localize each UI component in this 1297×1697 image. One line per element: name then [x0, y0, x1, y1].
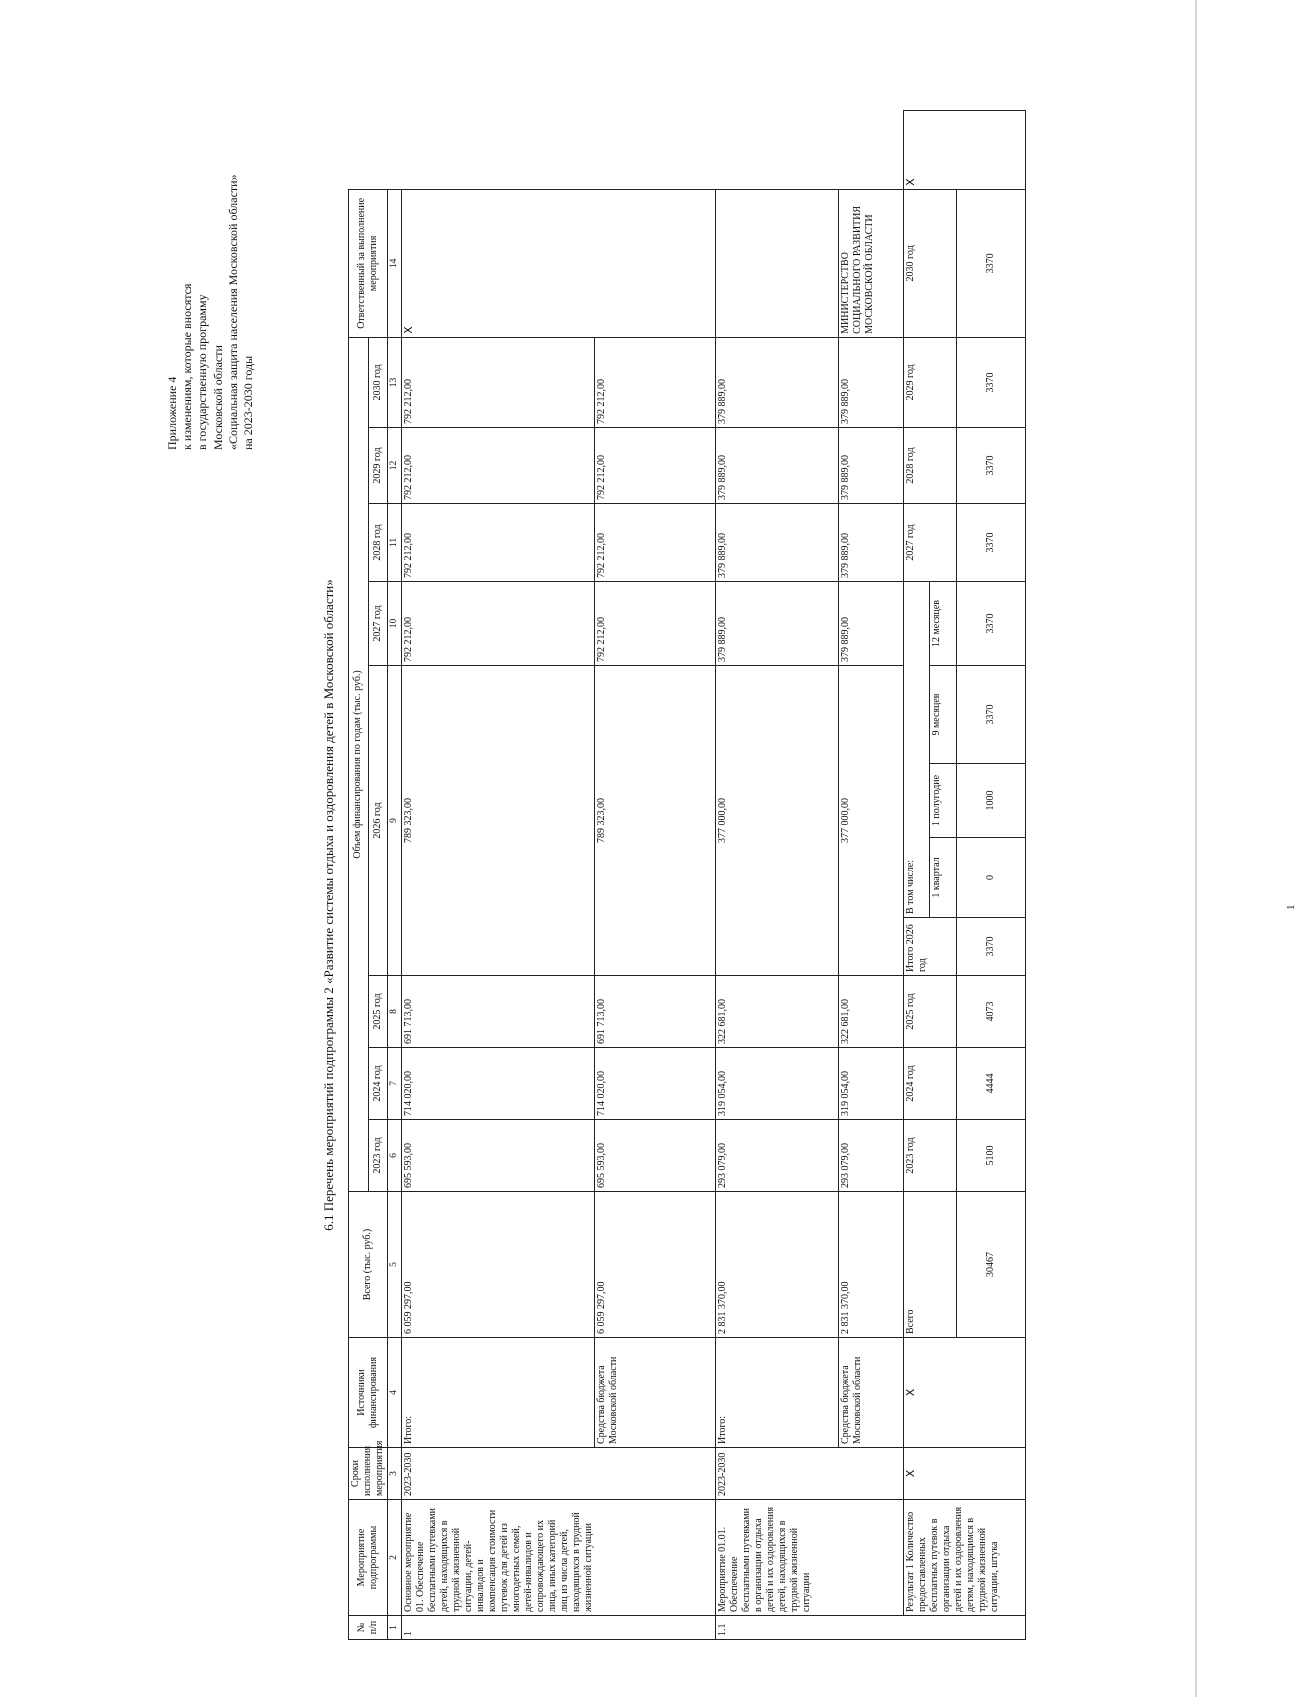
year-amount: 319 054,00 [839, 1048, 904, 1120]
total-amount: 2 831 370,00 [716, 1192, 839, 1338]
result-head-year: 2024 год [904, 1048, 957, 1120]
year-amount: 377 000,00 [839, 666, 904, 976]
result-source: X [904, 1338, 1026, 1448]
year-amount: 379 889,00 [839, 337, 904, 427]
row-number: 1 [402, 1616, 716, 1640]
year-amount: 792 212,00 [402, 504, 595, 582]
row-number: 1.1 [716, 1616, 1026, 1640]
year-amount: 789 323,00 [402, 666, 595, 976]
result-value: 5100 [957, 1120, 1026, 1192]
result-head-year: 2030 год [904, 189, 957, 337]
total-amount: 2 831 370,00 [839, 1192, 904, 1338]
result-value: 0 [957, 838, 1026, 918]
result-head-year: 2023 год [904, 1120, 957, 1192]
result-name: Результат 1 Количество предоставленных бесплатных путевок в организации отдыха детей и их оздоровления детям, находящимся в трудной жизненной ситуации, штука [904, 1500, 1026, 1616]
responsible-empty [716, 189, 839, 337]
measure-name: Основное мероприятие 01. Обеспечение бесплатными путевками детей, находящихся в трудной жизненной ситуации, детей-инвалидов и компенсация стоимости путевок для детей из многодетных семей, детей-инвалидов и сопровождающего их лица, иных категорий лиц из числа детей, находящихся в трудной жизненной ситуации [402, 1500, 716, 1616]
year-amount: 379 889,00 [716, 428, 839, 504]
header-year: 2029 год [368, 428, 388, 504]
year-amount: 691 713,00 [402, 976, 595, 1048]
total-amount: 6 059 297,00 [402, 1192, 595, 1338]
result-head-year: 2025 год [904, 976, 957, 1048]
column-number: 8 [388, 976, 402, 1048]
measure-name: Мероприятие 01.01. Обеспечение бесплатными путевками в организации отдыха детей и их оздоровления детей, находящихся в трудной жизненной ситуации [716, 1500, 904, 1616]
year-amount: 293 079,00 [839, 1120, 904, 1192]
column-numbers-row [388, 111, 402, 1640]
table-row-main-total [402, 111, 595, 1640]
result-head-period: 1 полугодие [930, 764, 957, 838]
header-volume: Объем финансирования по годам (тыс. руб.) [349, 337, 369, 1191]
column-number: 10 [388, 582, 402, 666]
year-amount: 691 713,00 [595, 976, 716, 1048]
appendix-line: «Социальная защита населения Московской области» [225, 174, 240, 450]
column-number: 5 [388, 1192, 402, 1338]
appendix-note [165, 120, 256, 450]
column-number: 11 [388, 504, 402, 582]
result-head-including: В том числе: [904, 582, 930, 918]
year-amount: 792 212,00 [402, 582, 595, 666]
column-number: 9 [388, 666, 402, 976]
measures-table [348, 110, 1026, 1640]
year-amount: 792 212,00 [402, 337, 595, 427]
result-value: 4444 [957, 1048, 1026, 1120]
scan-edge [1195, 0, 1197, 1697]
appendix-line: в государственную программу [195, 294, 210, 450]
result-value: 4073 [957, 976, 1026, 1048]
result-value: 3370 [957, 666, 1026, 764]
measure-period: 2023-2030 [716, 1448, 904, 1500]
year-amount: 322 681,00 [839, 976, 904, 1048]
appendix-line: Приложение 4 [165, 376, 179, 450]
total-amount: 6 059 297,00 [595, 1192, 716, 1338]
year-amount: 695 593,00 [402, 1120, 595, 1192]
column-number: 1 [388, 1616, 402, 1640]
result-period: X [904, 1448, 1026, 1500]
header-year: 2024 год [368, 1048, 388, 1120]
column-number: 12 [388, 428, 402, 504]
year-amount: 792 212,00 [595, 582, 716, 666]
year-amount: 293 079,00 [716, 1120, 839, 1192]
header-year: 2023 год [368, 1120, 388, 1192]
result-head-year: 2028 год [904, 428, 957, 504]
result-value: 3370 [957, 918, 1026, 976]
appendix-line: Московской области [210, 345, 225, 450]
header-total: Всего (тыс. руб.) [349, 1192, 388, 1338]
result-value: 3370 [957, 428, 1026, 504]
year-amount: 714 020,00 [595, 1048, 716, 1120]
appendix-line: на 2023-2030 годы [241, 355, 256, 450]
result-head-period: 12 месяцев [930, 582, 957, 666]
table-row-sub-total [716, 111, 839, 1640]
result-head-period: 1 квартал [930, 838, 957, 918]
column-number: 2 [388, 1500, 402, 1616]
result-value: 3370 [957, 582, 1026, 666]
header-year: 2025 год [368, 976, 388, 1048]
year-amount: 379 889,00 [839, 504, 904, 582]
table-title: 6.1 Перечень мероприятий подпрограммы 2 «Развитие системы отдыха и оздоровления детей в Московской области» [321, 579, 336, 1231]
funding-source: Итого: [402, 1338, 595, 1448]
result-head-itogo-2026: Итого 2026 год [904, 918, 957, 976]
year-amount: 379 889,00 [716, 504, 839, 582]
year-amount: 792 212,00 [595, 428, 716, 504]
responsible: МИНИСТЕРСТВО СОЦИАЛЬНОГО РАЗВИТИЯ МОСКОВСКОЙ ОБЛАСТИ [839, 189, 904, 337]
header-period: Сроки исполнения мероприятия [349, 1448, 388, 1500]
result-head-year: 2029 год [904, 337, 957, 427]
year-amount: 379 889,00 [839, 582, 904, 666]
responsible: X [402, 189, 716, 337]
year-amount: 377 000,00 [716, 666, 839, 976]
column-number: 13 [388, 337, 402, 427]
year-amount: 379 889,00 [839, 428, 904, 504]
result-value-total: 30467 [957, 1192, 1026, 1338]
result-head-year: 2027 год [904, 504, 957, 582]
funding-source: Средства бюджета Московской области [839, 1338, 904, 1448]
year-amount: 714 020,00 [402, 1048, 595, 1120]
year-amount: 789 323,00 [595, 666, 716, 976]
header-year: 2030 год [368, 337, 388, 427]
header-num: № п/п [349, 1616, 388, 1640]
page-number: 1 [1285, 904, 1297, 910]
appendix-line: к изменениям, которые вносятся [180, 283, 195, 450]
funding-source: Итого: [716, 1338, 839, 1448]
column-number: 4 [388, 1338, 402, 1448]
header-measure: Мероприятие подпрограммы [349, 1500, 388, 1616]
year-amount: 379 889,00 [716, 582, 839, 666]
header-year: 2028 год [368, 504, 388, 582]
header-year: 2027 год [368, 582, 388, 666]
result-value: 3370 [957, 189, 1026, 337]
year-amount: 319 054,00 [716, 1048, 839, 1120]
measure-period: 2023-2030 [402, 1448, 716, 1500]
funding-source: Средства бюджета Московской области [595, 1338, 716, 1448]
year-amount: 379 889,00 [716, 337, 839, 427]
column-number: 3 [388, 1448, 402, 1500]
year-amount: 792 212,00 [595, 337, 716, 427]
column-number: 7 [388, 1048, 402, 1120]
result-responsible: X [904, 111, 1026, 190]
table-row-sub-budget [839, 111, 904, 1640]
document-sheet [125, 30, 1297, 1670]
table-row-result-head [904, 111, 930, 1640]
year-amount: 695 593,00 [595, 1120, 716, 1192]
result-value: 1000 [957, 764, 1026, 838]
header-row [349, 111, 369, 1640]
result-value: 3370 [957, 504, 1026, 582]
header-year: 2026 год [368, 666, 388, 976]
year-amount: 792 212,00 [595, 504, 716, 582]
column-number: 14 [388, 189, 402, 337]
result-head-period: 9 месяцев [930, 666, 957, 764]
result-head-total: Всего [904, 1192, 957, 1338]
header-responsible: Ответственный за выполнение мероприятия [349, 189, 388, 337]
result-value: 3370 [957, 337, 1026, 427]
header-source: Источники финансирования [349, 1338, 388, 1448]
table-row-main-budget [595, 111, 716, 1640]
year-amount: 792 212,00 [402, 428, 595, 504]
year-amount: 322 681,00 [716, 976, 839, 1048]
column-number: 6 [388, 1120, 402, 1192]
